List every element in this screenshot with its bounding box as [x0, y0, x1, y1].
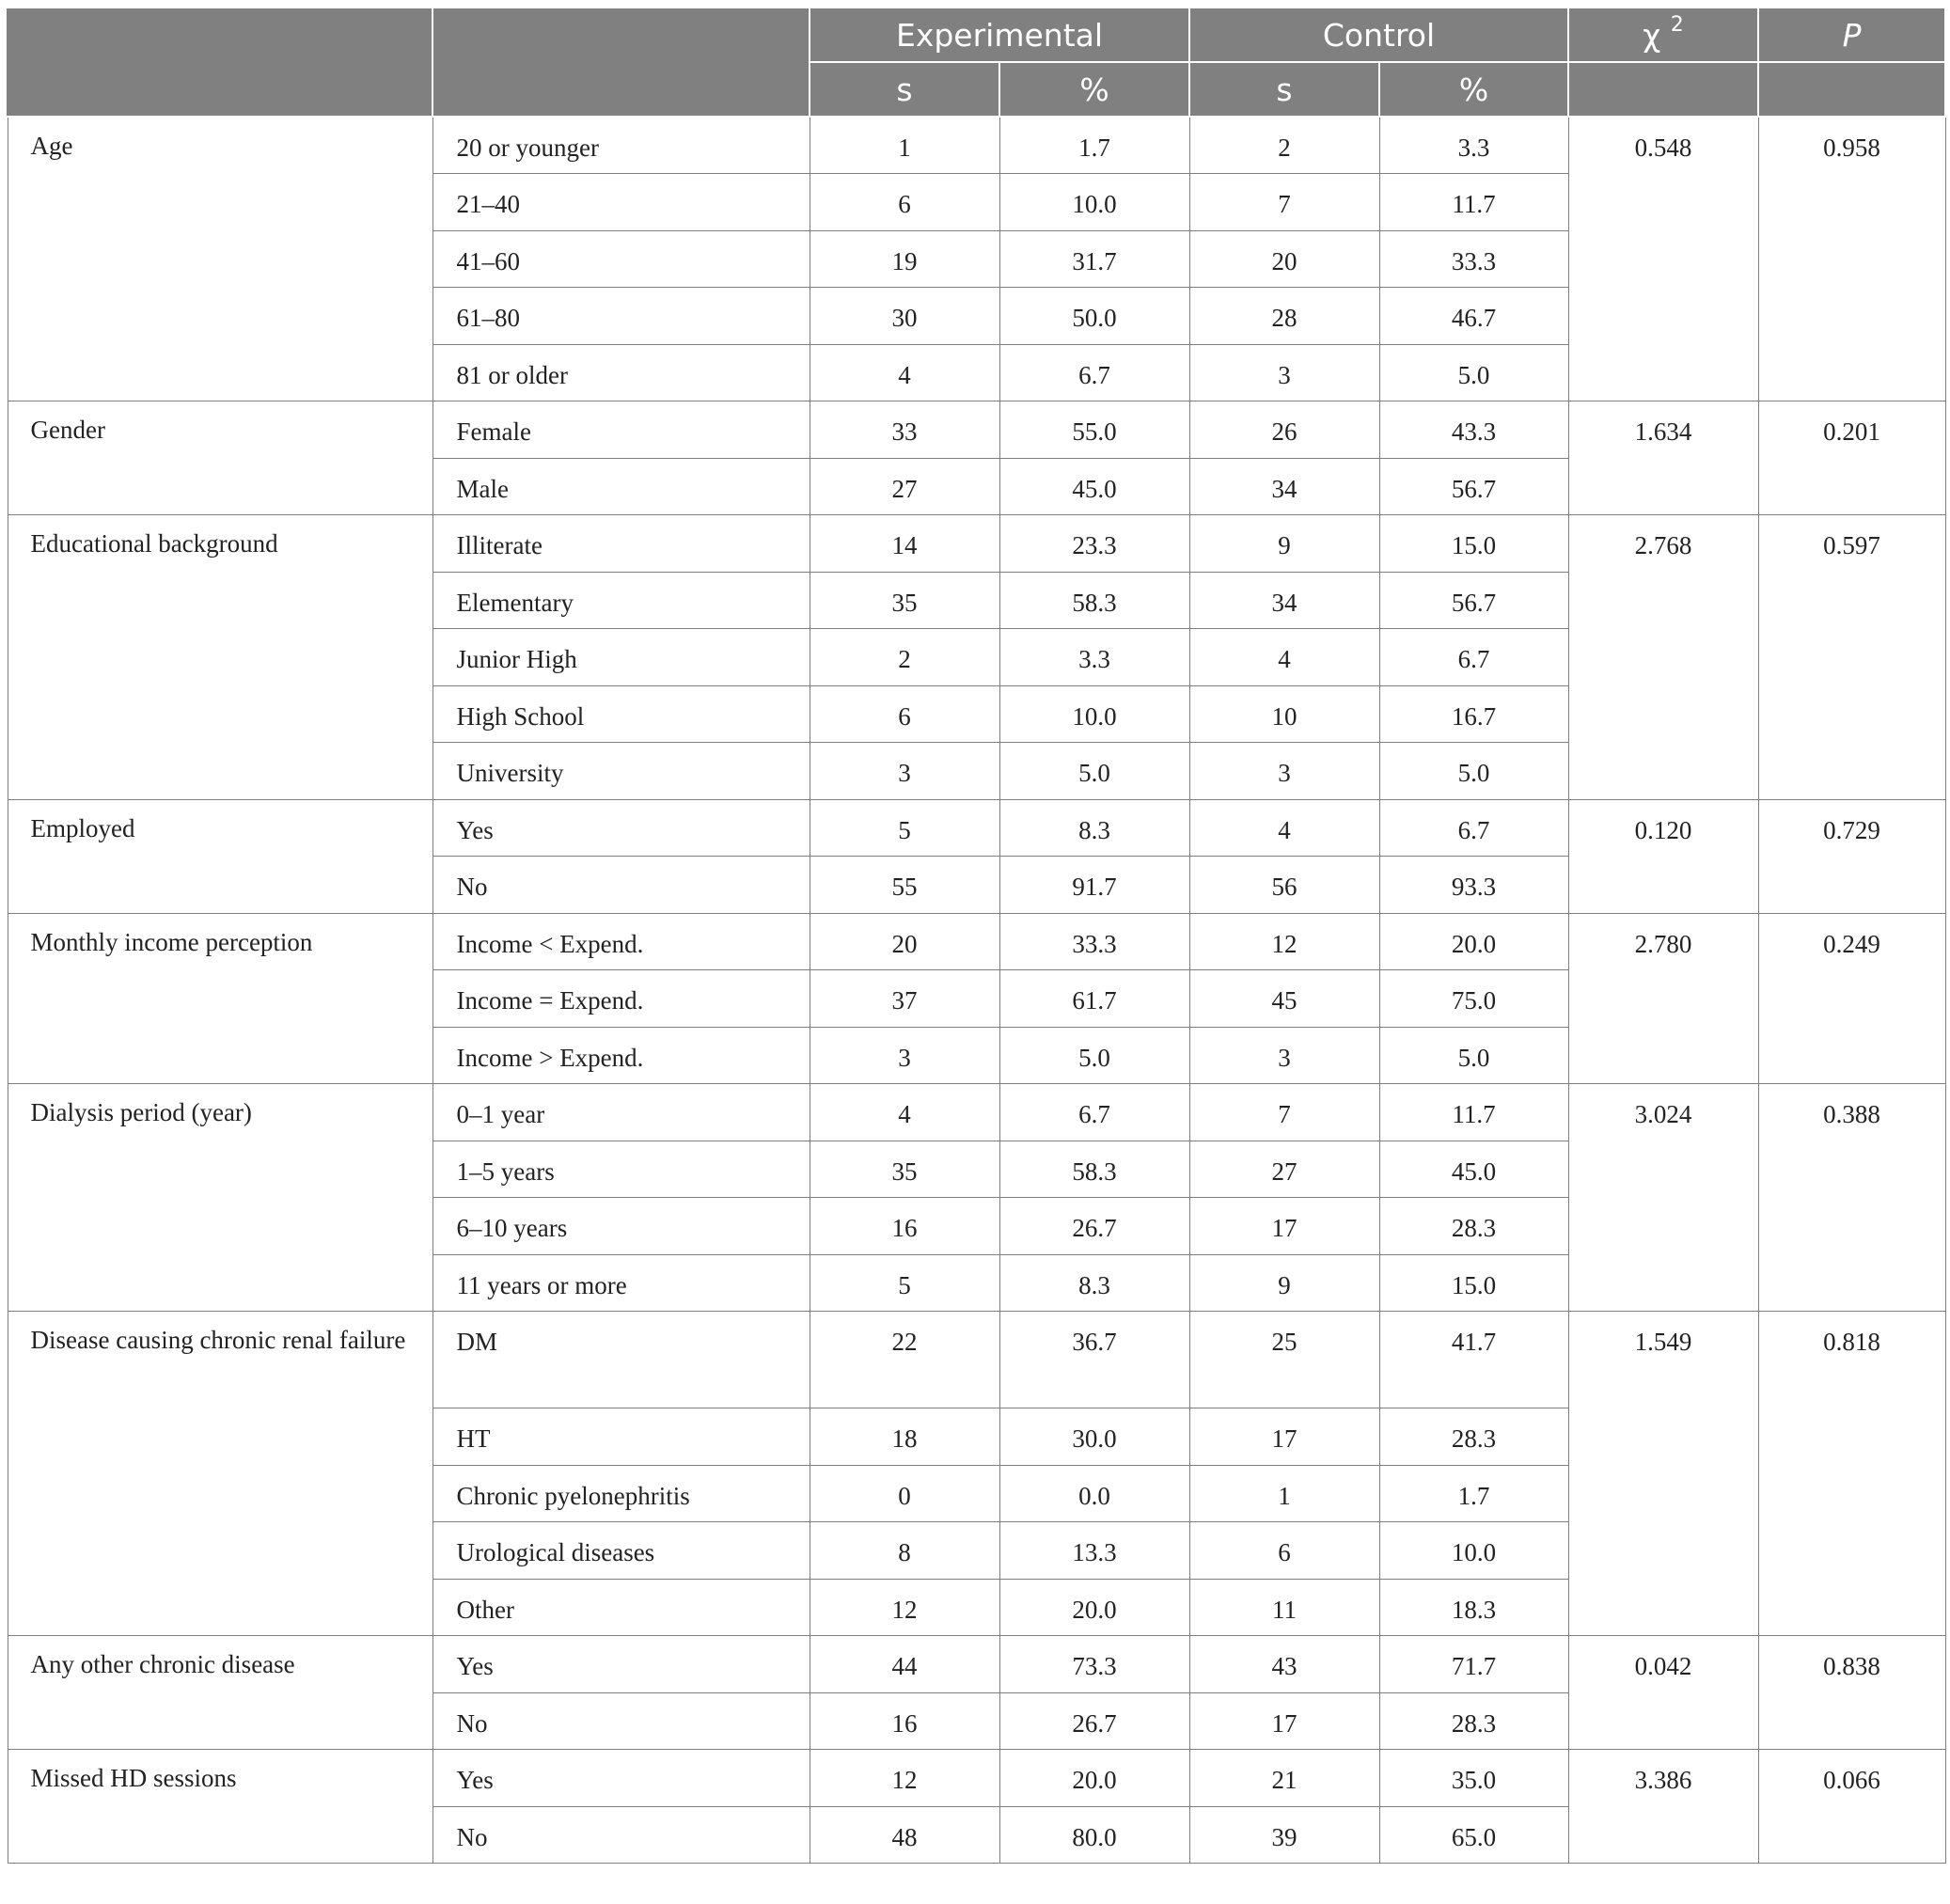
header-control: Control	[1189, 8, 1568, 62]
header-ctl-pct: %	[1379, 62, 1568, 117]
experimental-count: 33	[810, 401, 999, 459]
category-label: 81 or older	[432, 344, 810, 401]
control-count: 11	[1189, 1579, 1379, 1636]
category-label: Chronic pyelonephritis	[432, 1465, 810, 1522]
experimental-count: 14	[810, 515, 999, 573]
category-label: 6–10 years	[432, 1198, 810, 1255]
category-label: Income > Expend.	[432, 1027, 810, 1084]
control-count: 28	[1189, 288, 1379, 345]
experimental-percent: 55.0	[999, 401, 1189, 459]
control-count: 43	[1189, 1636, 1379, 1693]
control-percent: 33.3	[1379, 230, 1568, 288]
experimental-percent: 58.3	[999, 1141, 1189, 1198]
control-percent: 5.0	[1379, 344, 1568, 401]
experimental-count: 44	[810, 1636, 999, 1693]
p-value: 0.388	[1758, 1084, 1945, 1312]
control-count: 2	[1189, 117, 1379, 174]
table-row	[8, 1750, 1945, 1807]
control-percent: 93.3	[1379, 857, 1568, 914]
control-count: 3	[1189, 743, 1379, 800]
experimental-percent: 6.7	[999, 344, 1189, 401]
header-experimental: Experimental	[810, 8, 1189, 62]
experimental-percent: 8.3	[999, 799, 1189, 857]
experimental-percent: 26.7	[999, 1692, 1189, 1750]
control-count: 17	[1189, 1692, 1379, 1750]
experimental-count: 3	[810, 1027, 999, 1084]
category-label: 61–80	[432, 288, 810, 345]
control-count: 10	[1189, 685, 1379, 743]
control-count: 17	[1189, 1408, 1379, 1466]
table-body	[8, 117, 1945, 1864]
control-percent: 11.7	[1379, 174, 1568, 231]
experimental-count: 22	[810, 1312, 999, 1408]
control-count: 56	[1189, 857, 1379, 914]
experimental-count: 37	[810, 970, 999, 1028]
experimental-percent: 33.3	[999, 913, 1189, 970]
chi-square-value: 1.549	[1568, 1312, 1758, 1636]
chi-superscript: 2	[1670, 12, 1684, 37]
control-percent: 6.7	[1379, 799, 1568, 857]
header-exp-n: s	[810, 62, 999, 117]
experimental-percent: 5.0	[999, 743, 1189, 800]
control-count: 12	[1189, 913, 1379, 970]
control-percent: 65.0	[1379, 1806, 1568, 1864]
control-count: 9	[1189, 1254, 1379, 1312]
control-percent: 43.3	[1379, 401, 1568, 459]
experimental-count: 20	[810, 913, 999, 970]
variable-label: Missed HD sessions	[8, 1750, 432, 1864]
category-label: 41–60	[432, 230, 810, 288]
variable-label: Disease causing chronic renal failure	[8, 1312, 432, 1636]
experimental-count: 19	[810, 230, 999, 288]
table-row	[8, 1084, 1945, 1141]
category-label: Income < Expend.	[432, 913, 810, 970]
control-percent: 6.7	[1379, 629, 1568, 686]
experimental-percent: 20.0	[999, 1750, 1189, 1807]
control-percent: 56.7	[1379, 572, 1568, 629]
experimental-percent: 31.7	[999, 230, 1189, 288]
experimental-count: 18	[810, 1408, 999, 1466]
experimental-percent: 91.7	[999, 857, 1189, 914]
experimental-count: 55	[810, 857, 999, 914]
control-percent: 18.3	[1379, 1579, 1568, 1636]
category-label: Urological diseases	[432, 1522, 810, 1580]
table-row	[8, 117, 1945, 174]
experimental-percent: 73.3	[999, 1636, 1189, 1693]
control-count: 3	[1189, 1027, 1379, 1084]
variable-label: Gender	[8, 401, 432, 515]
experimental-percent: 10.0	[999, 174, 1189, 231]
category-label: Yes	[432, 799, 810, 857]
chi-square-value: 0.042	[1568, 1636, 1758, 1750]
variable-label: Employed	[8, 799, 432, 913]
category-label: 0–1 year	[432, 1084, 810, 1141]
header-variable-cell	[8, 8, 432, 117]
table-header	[8, 8, 1945, 117]
experimental-count: 12	[810, 1579, 999, 1636]
control-count: 45	[1189, 970, 1379, 1028]
control-count: 39	[1189, 1806, 1379, 1864]
experimental-percent: 80.0	[999, 1806, 1189, 1864]
chi-square-value: 3.024	[1568, 1084, 1758, 1312]
header-p-value: P	[1758, 8, 1945, 62]
variable-label: Monthly income perception	[8, 913, 432, 1084]
experimental-percent: 8.3	[999, 1254, 1189, 1312]
p-value: 0.958	[1758, 117, 1945, 401]
p-value: 0.066	[1758, 1750, 1945, 1864]
experimental-count: 6	[810, 174, 999, 231]
header-chi-square	[1568, 8, 1758, 62]
control-count: 17	[1189, 1198, 1379, 1255]
experimental-percent: 3.3	[999, 629, 1189, 686]
experimental-count: 2	[810, 629, 999, 686]
table-row	[8, 799, 1945, 857]
category-label: 20 or younger	[432, 117, 810, 174]
chi-square-value: 2.768	[1568, 515, 1758, 800]
control-count: 3	[1189, 344, 1379, 401]
experimental-count: 4	[810, 1084, 999, 1141]
category-label: Yes	[432, 1636, 810, 1693]
experimental-count: 6	[810, 685, 999, 743]
category-label: Illiterate	[432, 515, 810, 573]
experimental-percent: 10.0	[999, 685, 1189, 743]
chi-square-value: 2.780	[1568, 913, 1758, 1084]
control-count: 9	[1189, 515, 1379, 573]
experimental-count: 8	[810, 1522, 999, 1580]
experimental-percent: 6.7	[999, 1084, 1189, 1141]
control-percent: 28.3	[1379, 1692, 1568, 1750]
chi-square-value: 3.386	[1568, 1750, 1758, 1864]
p-value: 0.201	[1758, 401, 1945, 515]
experimental-count: 5	[810, 799, 999, 857]
experimental-count: 35	[810, 572, 999, 629]
experimental-count: 1	[810, 117, 999, 174]
category-label: Junior High	[432, 629, 810, 686]
category-label: No	[432, 1692, 810, 1750]
experimental-count: 3	[810, 743, 999, 800]
category-label: Income = Expend.	[432, 970, 810, 1028]
header-exp-pct: %	[999, 62, 1189, 117]
control-percent: 71.7	[1379, 1636, 1568, 1693]
control-percent: 28.3	[1379, 1198, 1568, 1255]
chi-symbol: χ	[1643, 16, 1661, 54]
control-percent: 16.7	[1379, 685, 1568, 743]
table-row	[8, 401, 1945, 459]
category-label: 11 years or more	[432, 1254, 810, 1312]
experimental-percent: 61.7	[999, 970, 1189, 1028]
variable-label: Age	[8, 117, 432, 401]
control-percent: 5.0	[1379, 1027, 1568, 1084]
experimental-percent: 26.7	[999, 1198, 1189, 1255]
control-count: 6	[1189, 1522, 1379, 1580]
experimental-percent: 13.3	[999, 1522, 1189, 1580]
experimental-count: 4	[810, 344, 999, 401]
control-count: 7	[1189, 174, 1379, 231]
p-value: 0.838	[1758, 1636, 1945, 1750]
control-count: 20	[1189, 230, 1379, 288]
category-label: Other	[432, 1579, 810, 1636]
category-label: Yes	[432, 1750, 810, 1807]
category-label: 21–40	[432, 174, 810, 231]
control-count: 34	[1189, 572, 1379, 629]
table-row	[8, 1636, 1945, 1693]
experimental-percent: 36.7	[999, 1312, 1189, 1408]
experimental-count: 48	[810, 1806, 999, 1864]
category-label: No	[432, 857, 810, 914]
control-percent: 28.3	[1379, 1408, 1568, 1466]
control-percent: 3.3	[1379, 117, 1568, 174]
experimental-count: 16	[810, 1198, 999, 1255]
control-count: 34	[1189, 458, 1379, 515]
control-count: 4	[1189, 629, 1379, 686]
experimental-count: 16	[810, 1692, 999, 1750]
experimental-count: 35	[810, 1141, 999, 1198]
table-row	[8, 913, 1945, 970]
experimental-count: 0	[810, 1465, 999, 1522]
header-category-cell	[432, 8, 810, 117]
experimental-percent: 30.0	[999, 1408, 1189, 1466]
experimental-percent: 20.0	[999, 1579, 1189, 1636]
category-label: High School	[432, 685, 810, 743]
experimental-percent: 5.0	[999, 1027, 1189, 1084]
control-count: 27	[1189, 1141, 1379, 1198]
category-label: Male	[432, 458, 810, 515]
chi-square-value: 0.120	[1568, 799, 1758, 913]
experimental-count: 12	[810, 1750, 999, 1807]
category-label: HT	[432, 1408, 810, 1466]
experimental-count: 5	[810, 1254, 999, 1312]
p-value: 0.818	[1758, 1312, 1945, 1636]
control-count: 25	[1189, 1312, 1379, 1408]
experimental-percent: 0.0	[999, 1465, 1189, 1522]
experimental-percent: 1.7	[999, 117, 1189, 174]
control-percent: 15.0	[1379, 1254, 1568, 1312]
experimental-percent: 45.0	[999, 458, 1189, 515]
chi-square-value: 1.634	[1568, 401, 1758, 515]
control-percent: 10.0	[1379, 1522, 1568, 1580]
control-percent: 1.7	[1379, 1465, 1568, 1522]
experimental-percent: 23.3	[999, 515, 1189, 573]
experimental-percent: 58.3	[999, 572, 1189, 629]
category-label: DM	[432, 1312, 810, 1408]
category-label: University	[432, 743, 810, 800]
header-p-blank	[1758, 62, 1945, 117]
control-count: 1	[1189, 1465, 1379, 1522]
category-label: No	[432, 1806, 810, 1864]
table-row	[8, 515, 1945, 573]
category-label: Female	[432, 401, 810, 459]
control-count: 7	[1189, 1084, 1379, 1141]
control-count: 21	[1189, 1750, 1379, 1807]
experimental-percent: 50.0	[999, 288, 1189, 345]
control-percent: 5.0	[1379, 743, 1568, 800]
control-percent: 56.7	[1379, 458, 1568, 515]
variable-label: Educational background	[8, 515, 432, 800]
control-percent: 35.0	[1379, 1750, 1568, 1807]
p-value: 0.249	[1758, 913, 1945, 1084]
control-percent: 15.0	[1379, 515, 1568, 573]
header-ctl-n: s	[1189, 62, 1379, 117]
p-value: 0.597	[1758, 515, 1945, 800]
control-percent: 46.7	[1379, 288, 1568, 345]
experimental-count: 27	[810, 458, 999, 515]
control-percent: 11.7	[1379, 1084, 1568, 1141]
p-value: 0.729	[1758, 799, 1945, 913]
chi-square-value: 0.548	[1568, 117, 1758, 401]
table-row	[8, 1312, 1945, 1408]
category-label: 1–5 years	[432, 1141, 810, 1198]
control-count: 26	[1189, 401, 1379, 459]
control-count: 4	[1189, 799, 1379, 857]
control-percent: 45.0	[1379, 1141, 1568, 1198]
control-percent: 41.7	[1379, 1312, 1568, 1408]
control-percent: 20.0	[1379, 913, 1568, 970]
experimental-count: 30	[810, 288, 999, 345]
header-chi-blank	[1568, 62, 1758, 117]
variable-label: Any other chronic disease	[8, 1636, 432, 1750]
demographics-table	[7, 7, 1946, 1864]
variable-label: Dialysis period (year)	[8, 1084, 432, 1312]
category-label: Elementary	[432, 572, 810, 629]
control-percent: 75.0	[1379, 970, 1568, 1028]
